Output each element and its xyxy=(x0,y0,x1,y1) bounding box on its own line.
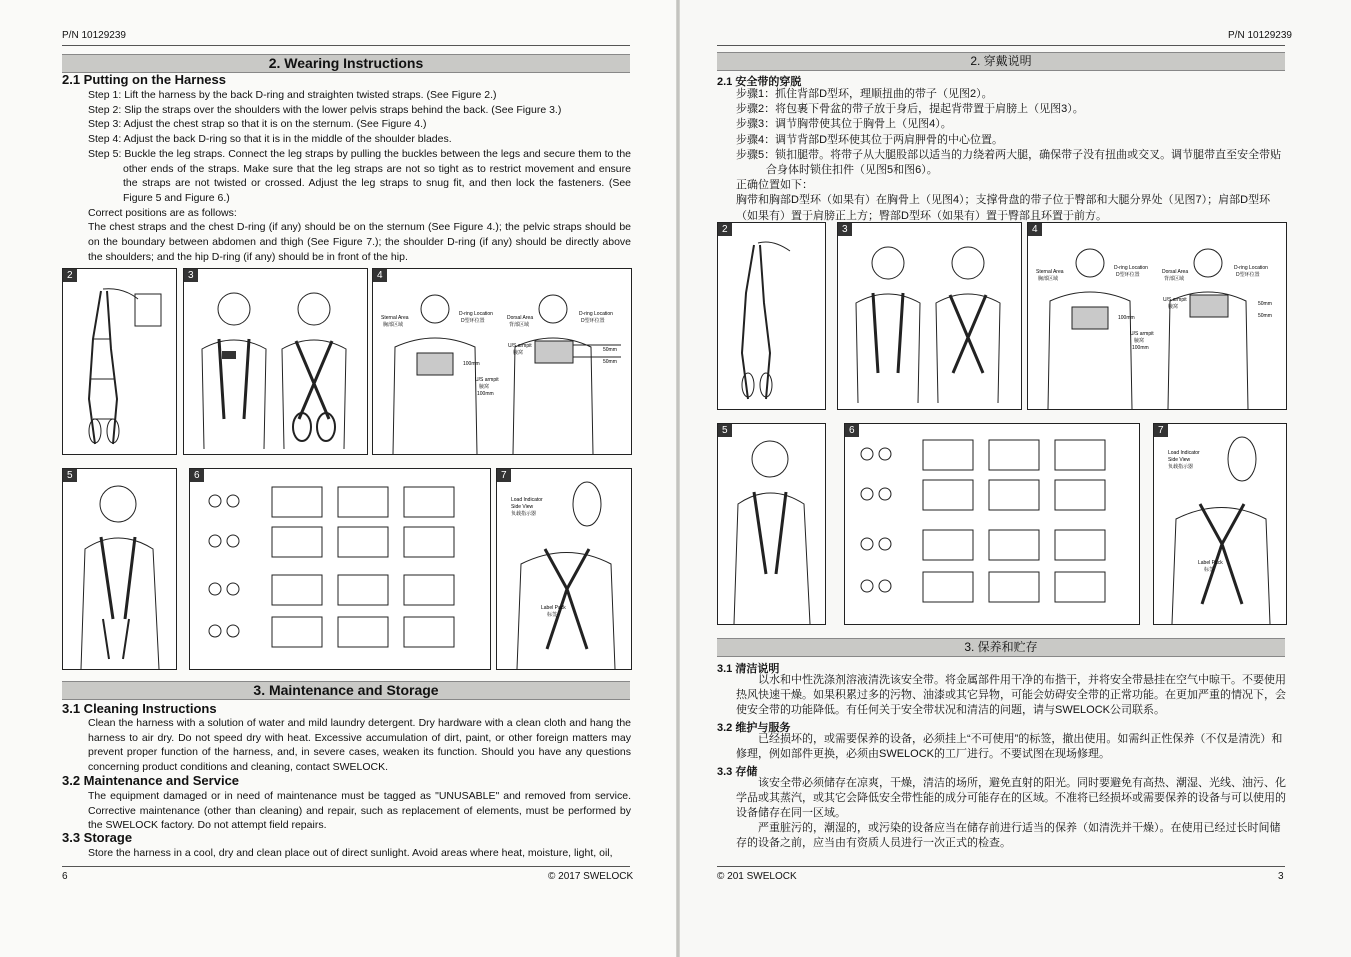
step-4-zh: 步骤4：调节背部D型环使其位于两肩胛骨的中心位置。 xyxy=(736,133,1004,146)
part-number: P/N 10129239 xyxy=(62,30,126,41)
figure-number: 4 xyxy=(1028,223,1042,236)
figure-number: 7 xyxy=(497,469,511,482)
header-rule xyxy=(62,45,630,46)
label-pack-label: Label Pack xyxy=(1198,560,1223,566)
harness-hanging-illustration xyxy=(63,269,176,454)
storage-text: Store the harness in a cool, dry and clean place out of direct sunlight. Avoid areas where heat, moisture, light, oil, xyxy=(88,847,613,859)
dring-location-zh-label-2: D型环位置 xyxy=(581,318,605,324)
dorsal-area-zh-label: 背部区域 xyxy=(1164,276,1185,282)
heading-3-1-zh: 3.1 清洁说明 xyxy=(717,663,780,675)
figure-4-zh xyxy=(1027,222,1287,410)
fifty-mm-label-2: 50mm xyxy=(603,359,617,365)
figure-7-zh xyxy=(1153,423,1287,625)
dring-location-label-2: D-ring Location xyxy=(579,311,613,317)
section-banner-wearing-zh: 2. 穿戴说明 xyxy=(717,52,1285,71)
cleaning-text-zh: 以水和中性洗涤剂溶液清洗该安全带。将金属部件用干净的布揩干，并将安全带悬挂在空气中晾干。不要使用热风快速干燥。如果积累过多的污物、油漆或其它异物，可能会妨碍安全带的正常功能。在更加严重的情况下，会使安全带的功能降低。有任何关于安全带状况和清洁的问题，请与SWELOCK公司联系。 xyxy=(736,674,1286,717)
dring-location-diagram xyxy=(1028,223,1286,409)
armpit-label-2: U/S armpit xyxy=(1130,331,1154,337)
figure-5 xyxy=(62,468,177,670)
maintenance-text-zh: 已经损坏的，或需要保养的设备，必须挂上“不可使用”的标签，撤出使用。如需纠正性保养（不仅是清洗）和修理，例如部件更换，必须由SWELOCK的工厂进行。不要试图在现场修理。 xyxy=(736,733,1283,761)
steps-list xyxy=(88,88,631,264)
heading-2-1: 2.1 Putting on the Harness xyxy=(62,72,226,87)
side-view-label: Side View xyxy=(1168,457,1191,463)
sternal-area-label: Sternal Area xyxy=(381,315,409,321)
figure-number: 2 xyxy=(63,269,77,282)
armpit-zh-label-2: 腋窝 xyxy=(479,384,490,390)
step-5-zh: 步骤5：锁扣腿带。将带子从大腿股部以适当的力绕着两大腿，确保带子没有扭曲或交叉。调节腿带直至安全带贴合身体时锁住扣件（见图5和图6）。 xyxy=(736,148,1282,177)
right-page xyxy=(680,0,1351,957)
section-banner-maintenance-zh: 3. 保养和贮存 xyxy=(717,638,1285,657)
hundred-mm-label-2: 100mm xyxy=(1132,345,1149,351)
dorsal-area-zh-label: 背部区域 xyxy=(509,322,530,328)
figure-number: 5 xyxy=(63,469,77,482)
figure-number: 2 xyxy=(718,223,732,236)
step-3: Step 3: Adjust the chest strap so that it is on the sternum. (See Figure 4.) xyxy=(88,118,427,131)
hundred-mm-label-2: 100mm xyxy=(477,391,494,397)
copyright: © 2017 SWELOCK xyxy=(548,871,634,882)
armpit-label: U/S armpit xyxy=(508,343,532,349)
figure-number: 3 xyxy=(184,269,198,282)
dring-location-label-2: D-ring Location xyxy=(1234,265,1268,271)
heading-3-2-zh: 3.2 维护与服务 xyxy=(717,722,791,734)
heading-3-1: 3.1 Cleaning Instructions xyxy=(62,701,217,716)
fifty-mm-label-2: 50mm xyxy=(1258,313,1272,319)
header-rule xyxy=(717,45,1285,46)
page-number: 3 xyxy=(1278,871,1284,882)
dorsal-area-label: Dorsal Area xyxy=(507,315,534,321)
armpit-label: U/S armpit xyxy=(1163,297,1187,303)
figure-number: 7 xyxy=(1154,424,1168,437)
load-indicator-zh-label: 负载指示器 xyxy=(511,511,537,517)
sternal-area-zh-label: 胸部区域 xyxy=(383,322,404,328)
heading-3-3: 3.3 Storage xyxy=(62,830,133,845)
harness-hanging-illustration xyxy=(718,223,825,409)
correct-positions-text: The chest straps and the chest D-ring (if any) should be on the sternum (See Figure 4.); the pelvic straps should be on the boundary between abdomen and thigh (See Figure 7.); the shoulder D-ring (if any) should be directly above the shoulders; and the hip D-ring (if any) should be in front of the hip. xyxy=(88,221,631,263)
section-banner-maintenance: 3. Maintenance and Storage xyxy=(62,681,630,700)
figure-number: 5 xyxy=(718,424,732,437)
person-putting-on-harness-illustration xyxy=(838,223,1021,409)
harness-back-view-illustration xyxy=(497,469,631,669)
dring-location-diagram xyxy=(373,269,631,454)
correct-positions-label: Correct positions are as follows: xyxy=(88,206,237,219)
side-view-label: Side View xyxy=(511,504,534,510)
fifty-mm-label: 50mm xyxy=(603,347,617,353)
step-2: Step 2: Slip the straps over the shoulders with the lower pelvis straps behind the back. (See Figure 3.) xyxy=(88,103,562,116)
maintenance-text: The equipment damaged or in need of maintenance must be tagged as "UNUSABLE" and removed from service. Corrective maintenance (other than cleaning) and repair, such as replacement of elements, must be performed by the SWELOCK factory. Do not attempt field repairs. xyxy=(88,790,631,832)
dring-location-label: D-ring Location xyxy=(1114,265,1148,271)
figure-number: 3 xyxy=(838,223,852,236)
person-buckling-leg-straps-illustration xyxy=(63,469,176,669)
figure-number: 6 xyxy=(845,424,859,437)
label-pack-label: Label Pack xyxy=(541,605,566,611)
step-5: Step 5: Buckle the leg straps. Connect the leg straps by pulling the buckles between the legs and secure them to the other ends of the straps. Make sure that the leg straps are not so tight as to restrict movement and ensure the straps are not twisted or crossed. Adjust the leg straps to snug fit, and then lock the fasteners. (See Figure 5 and Figure 6.) xyxy=(88,147,631,204)
footer-rule xyxy=(717,866,1285,867)
figure-7 xyxy=(496,468,632,670)
section-banner-wearing: 2. Wearing Instructions xyxy=(62,54,630,73)
step-3-zh: 步骤3：调节胸带使其位于胸骨上（见图4）。 xyxy=(736,118,952,131)
figure-6-zh xyxy=(844,423,1140,625)
heading-2-1-zh: 2.1 安全带的穿脱 xyxy=(717,76,802,88)
figure-3-zh xyxy=(837,222,1022,410)
dring-location-zh-label-2: D型环位置 xyxy=(1236,272,1260,278)
armpit-zh-label: 腋窝 xyxy=(1168,304,1179,310)
cleaning-text: Clean the harness with a solution of water and mild laundry detergent. Dry hardware with a clean cloth and hang the harness to air dry. Do not speed dry with heat. Excessive accumulation of dirt, paint, or other foreign matters may prevent proper function of the harness, and, in severe cases, weaken its function. Should you have any questions concerning product conditions and cleaning, contact SWELOCK. xyxy=(88,717,631,774)
figure-2 xyxy=(62,268,177,455)
fifty-mm-label: 50mm xyxy=(1258,301,1272,307)
hundred-mm-label: 100mm xyxy=(463,361,480,367)
figure-number: 4 xyxy=(373,269,387,282)
load-indicator-label: Load Indicator xyxy=(511,497,543,503)
dring-location-zh-label: D型环位置 xyxy=(461,318,485,324)
hundred-mm-label: 100mm xyxy=(1118,315,1135,321)
step-1: Step 1: Lift the harness by the back D-ring and straighten twisted straps. (See Figure 2.) xyxy=(88,89,497,101)
step-1-zh: 步骤1：抓住背部D型环，理顺扭曲的带子（见图2）。 xyxy=(736,88,993,100)
step-4: Step 4: Adjust the back D-ring so that it is in the middle of the shoulder blades. xyxy=(88,133,452,146)
figure-4 xyxy=(372,268,632,455)
figure-5-zh xyxy=(717,423,826,625)
person-buckling-leg-straps-illustration xyxy=(718,424,825,624)
sternal-area-zh-label: 胸部区域 xyxy=(1038,276,1059,282)
correct-positions-label-zh: 正确位置如下： xyxy=(736,179,813,192)
footer-rule xyxy=(62,866,630,867)
figure-3 xyxy=(183,268,368,455)
buckle-steps-illustration xyxy=(190,469,490,669)
step-2-zh: 步骤2：将包裹下骨盆的带子放于身后，提起背带置于肩膀上（见图3）。 xyxy=(736,103,1084,116)
figure-6 xyxy=(189,468,491,670)
heading-3-2: 3.2 Maintenance and Service xyxy=(62,773,240,788)
dorsal-area-label: Dorsal Area xyxy=(1162,269,1189,275)
storage-text-zh-1: 该安全带必须储存在凉爽，干燥，清洁的场所，避免直射的阳光。同时要避免有高热、潮湿、光线、油污、化学品或其蒸汽，或其它会降低安全带性能的成分可能存在的区域。不准将已经损坏或需要保养的设备与可以使用的设备储存在同一区域。 xyxy=(736,777,1286,820)
figure-2-zh xyxy=(717,222,826,410)
heading-3-3-zh: 3.3 存储 xyxy=(717,766,758,778)
person-putting-on-harness-illustration xyxy=(184,269,367,454)
label-pack-zh-label: 标签 xyxy=(1204,567,1215,573)
steps-list-zh xyxy=(736,87,1287,224)
armpit-zh-label-2: 腋窝 xyxy=(1134,338,1145,344)
sternal-area-label: Sternal Area xyxy=(1036,269,1064,275)
storage-text-zh-2: 严重脏污的，潮湿的，或污染的设备应当在储存前进行适当的保养（如清洗并干燥）。在使用已经过长时间储存的设备之前，应当由有资质人员进行一次正式的检查。 xyxy=(736,822,1281,850)
armpit-zh-label: 腋窝 xyxy=(513,350,524,356)
buckle-steps-illustration xyxy=(845,424,1139,624)
load-indicator-label: Load Indicator xyxy=(1168,450,1200,456)
label-pack-zh-label: 标签 xyxy=(547,612,558,618)
correct-positions-text-zh: 胸带和胸部D型环（如果有）在胸骨上（见图4）；支撑骨盘的带子位于臀部和大腿分界处（见图7）；肩部D型环（如果有）置于肩膀正上方；臀部D型环（如果有）置于臀部且环置于前方。 xyxy=(736,194,1271,222)
dring-location-label: D-ring Location xyxy=(459,311,493,317)
dring-location-zh-label: D型环位置 xyxy=(1116,272,1140,278)
page-number: 6 xyxy=(62,871,68,882)
copyright: © 201 SWELOCK xyxy=(717,871,797,882)
armpit-label-2: U/S armpit xyxy=(475,377,499,383)
figure-number: 6 xyxy=(190,469,204,482)
part-number: P/N 10129239 xyxy=(1228,30,1292,41)
harness-back-view-illustration xyxy=(1154,424,1286,624)
load-indicator-zh-label: 负载指示器 xyxy=(1168,464,1194,470)
